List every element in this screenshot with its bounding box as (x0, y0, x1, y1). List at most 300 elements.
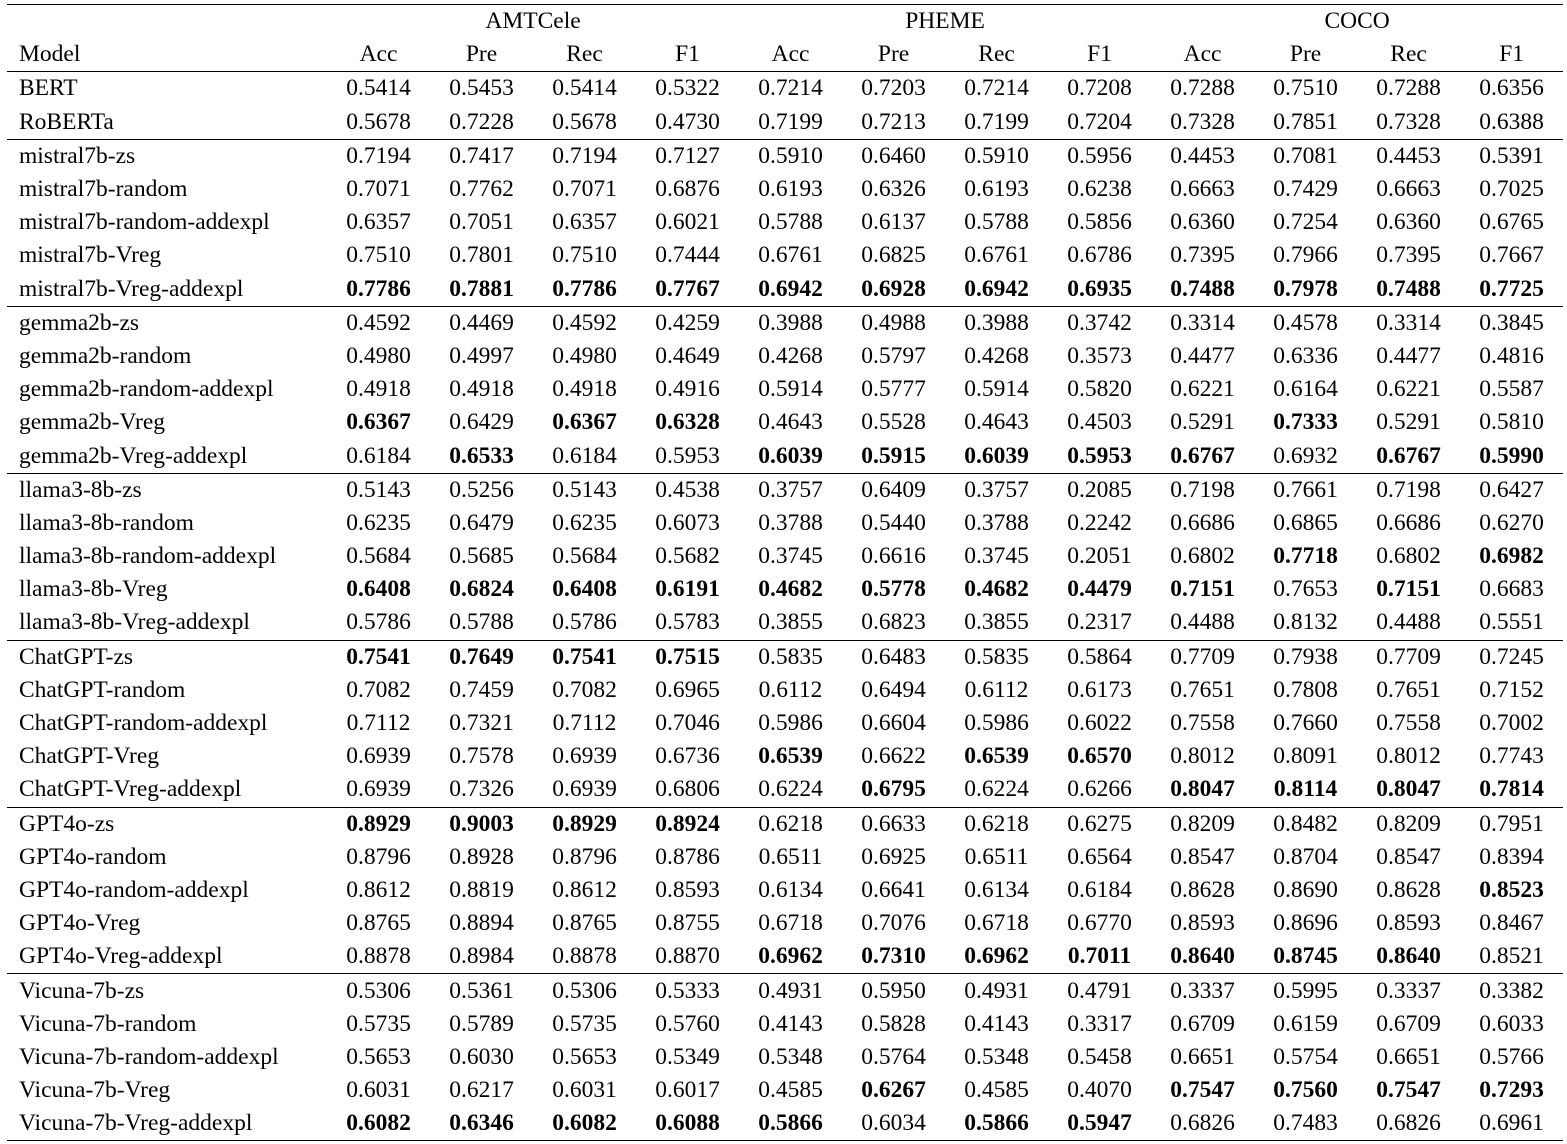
metric-header: F1 (636, 38, 739, 72)
metric-value-cell: 0.3855 (758, 609, 823, 636)
metric-value-cell: 0.6939 (552, 743, 617, 770)
results-table (7, 4, 1563, 1141)
metric-value-cell: 0.6942 (964, 275, 1029, 302)
metric-value-cell: 0.5458 (1067, 1043, 1132, 1070)
metric-value-cell: 0.5143 (533, 473, 636, 507)
metric-value-cell: 0.2085 (1048, 473, 1151, 507)
table-row (7, 340, 1563, 373)
metric-value-cell: 0.8593 (655, 876, 720, 903)
metric-value-cell: 0.8091 (1273, 743, 1338, 770)
dataset-header-amtcele: AMTCele (327, 5, 739, 39)
metric-value-cell: 0.6367 (552, 409, 617, 436)
metric-value-cell: 0.5678 (346, 108, 411, 135)
metric-value-cell: 0.3757 (739, 473, 842, 507)
metric-value-cell: 0.7326 (449, 776, 514, 803)
metric-value-cell: 0.5684 (552, 543, 617, 570)
table-row (7, 874, 1563, 907)
metric-value-cell: 0.7081 (1254, 139, 1357, 173)
metric-value-cell: 0.2317 (1067, 609, 1132, 636)
metric-value-cell: 0.8765 (552, 910, 617, 937)
model-name-cell: llama3-8b-random-addexpl (19, 543, 277, 570)
metric-value-cell: 0.8870 (655, 943, 720, 970)
metric-value-cell: 0.6795 (861, 776, 926, 803)
metric-value-cell: 0.5760 (655, 1010, 720, 1037)
metric-value-cell: 0.6088 (636, 1107, 739, 1141)
metric-value-cell: 0.8984 (449, 943, 514, 970)
metric-value-cell: 0.6622 (861, 743, 926, 770)
metric-value-cell: 0.7938 (1254, 640, 1357, 674)
table-row (7, 173, 1563, 206)
metric-value-cell: 0.6802 (1376, 543, 1441, 570)
metric-header: Pre (430, 38, 533, 72)
metric-value-cell: 0.6663 (1376, 176, 1441, 203)
metric-value-cell: 0.7767 (655, 275, 720, 302)
metric-value-cell: 0.7203 (842, 72, 945, 106)
metric-value-cell: 0.7558 (1170, 710, 1235, 737)
metric-value-cell: 0.4143 (964, 1010, 1029, 1037)
metric-value-cell: 0.7488 (1376, 275, 1441, 302)
metric-value-cell: 0.7801 (449, 242, 514, 269)
metric-value-cell: 0.6429 (449, 409, 514, 436)
metric-header: Acc (1151, 38, 1254, 72)
metric-value-cell: 0.4585 (964, 1077, 1029, 1104)
metric-value-cell: 0.6761 (964, 242, 1029, 269)
metric-value-cell: 0.4070 (1067, 1077, 1132, 1104)
metric-value-cell: 0.3745 (758, 543, 823, 570)
table-row (7, 72, 1563, 106)
metric-header: Rec (1357, 38, 1460, 72)
table-row (7, 807, 1563, 841)
metric-value-cell: 0.6826 (1357, 1107, 1460, 1141)
metric-value-cell: 0.7709 (1151, 640, 1254, 674)
metric-value-cell: 0.5953 (1067, 442, 1132, 469)
metric-value-cell: 0.7214 (739, 72, 842, 106)
model-name-cell: BERT (7, 72, 327, 106)
metric-header: Pre (1254, 38, 1357, 72)
model-name-cell: GPT4o-zs (7, 807, 327, 841)
metric-value-cell: 0.4477 (1376, 342, 1441, 369)
table-row (7, 373, 1563, 406)
metric-value-cell: 0.5551 (1479, 609, 1544, 636)
metric-value-cell: 0.6031 (346, 1077, 411, 1104)
metric-value-cell: 0.3317 (1067, 1010, 1132, 1037)
metric-value-cell: 0.5915 (861, 442, 926, 469)
table-row (7, 907, 1563, 940)
table-row (7, 940, 1563, 974)
metric-value-cell: 0.4791 (1048, 974, 1151, 1008)
metric-value-cell: 0.5810 (1479, 409, 1544, 436)
metric-value-cell: 0.6184 (552, 442, 617, 469)
metric-value-cell: 0.6409 (842, 473, 945, 507)
metric-value-cell: 0.8209 (1151, 807, 1254, 841)
metric-value-cell: 0.6767 (1170, 442, 1235, 469)
metric-value-cell: 0.7112 (346, 710, 411, 737)
metric-value-cell: 0.8704 (1273, 843, 1338, 870)
metric-value-cell: 0.7459 (449, 676, 514, 703)
metric-value-cell: 0.5786 (552, 609, 617, 636)
metric-value-cell: 0.7333 (1273, 409, 1338, 436)
metric-value-cell: 0.6570 (1067, 743, 1132, 770)
metric-header: Acc (327, 38, 430, 72)
metric-value-cell: 0.6709 (1170, 1010, 1235, 1037)
metric-value-cell: 0.5953 (655, 442, 720, 469)
metric-value-cell: 0.5777 (861, 376, 926, 403)
metric-value-cell: 0.8593 (1170, 910, 1235, 937)
metric-value-cell: 0.7743 (1479, 743, 1544, 770)
metric-value-cell: 0.7151 (1376, 576, 1441, 603)
metric-value-cell: 0.5947 (1048, 1107, 1151, 1141)
metric-value-cell: 0.6709 (1376, 1010, 1441, 1037)
metric-value-cell: 0.7076 (861, 910, 926, 937)
metric-value-cell: 0.2051 (1067, 543, 1132, 570)
metric-value-cell: 0.5653 (552, 1043, 617, 1070)
metric-value-cell: 0.3845 (1460, 306, 1563, 340)
table-body (7, 72, 1563, 1141)
metric-value-cell: 0.7667 (1479, 242, 1544, 269)
metric-value-cell: 0.7321 (449, 710, 514, 737)
metric-value-cell: 0.4268 (758, 342, 823, 369)
metric-value-cell: 0.6718 (758, 910, 823, 937)
metric-value-cell: 0.8878 (552, 943, 617, 970)
metric-value-cell: 0.6802 (1170, 543, 1235, 570)
metric-value-cell: 0.6564 (1067, 843, 1132, 870)
metric-value-cell: 0.7194 (327, 139, 430, 173)
metric-value-cell: 0.3337 (1357, 974, 1460, 1008)
metric-value-cell: 0.6217 (449, 1077, 514, 1104)
metric-value-cell: 0.4488 (1170, 609, 1235, 636)
metric-value-cell: 0.7718 (1273, 543, 1338, 570)
metric-value-cell: 0.6824 (449, 576, 514, 603)
metric-value-cell: 0.5306 (327, 974, 430, 1008)
metric-header: Pre (842, 38, 945, 72)
metric-value-cell: 0.5910 (739, 139, 842, 173)
metric-value-cell: 0.6935 (1067, 275, 1132, 302)
metric-value-cell: 0.3788 (758, 509, 823, 536)
metric-value-cell: 0.6806 (655, 776, 720, 803)
metric-value-cell: 0.8786 (655, 843, 720, 870)
table-row (7, 139, 1563, 173)
model-name-cell: Vicuna-7b-Vreg (19, 1077, 171, 1104)
metric-value-cell: 0.6346 (430, 1107, 533, 1141)
metric-value-cell: 0.8640 (1170, 943, 1235, 970)
metric-value-cell: 0.4643 (758, 409, 823, 436)
metric-value-cell: 0.6786 (1067, 242, 1132, 269)
metric-value-cell: 0.4268 (964, 342, 1029, 369)
metric-value-cell: 0.5856 (1067, 209, 1132, 236)
metric-value-cell: 0.7510 (552, 242, 617, 269)
metric-value-cell: 0.5986 (758, 710, 823, 737)
header-spacer (7, 5, 327, 39)
metric-value-cell: 0.8047 (1376, 776, 1441, 803)
metric-value-cell: 0.4453 (1357, 139, 1460, 173)
metric-value-cell: 0.6982 (1479, 543, 1544, 570)
metric-value-cell: 0.6021 (655, 209, 720, 236)
table-row (7, 106, 1563, 140)
table-row (7, 206, 1563, 239)
metric-value-cell: 0.6039 (964, 442, 1029, 469)
table-row (7, 239, 1563, 272)
model-name-cell: mistral7b-zs (7, 139, 327, 173)
metric-value-cell: 0.5735 (552, 1010, 617, 1037)
metric-value-cell: 0.6356 (1460, 72, 1563, 106)
metric-value-cell: 0.7245 (1460, 640, 1563, 674)
metric-value-cell: 0.6238 (1067, 176, 1132, 203)
metric-value-cell: 0.6511 (758, 843, 823, 870)
metric-value-cell: 0.6483 (842, 640, 945, 674)
metric-value-cell: 0.7808 (1273, 676, 1338, 703)
metric-value-cell: 0.7560 (1273, 1077, 1338, 1104)
metric-value-cell: 0.6651 (1376, 1043, 1441, 1070)
metric-value-cell: 0.6017 (655, 1077, 720, 1104)
metric-value-cell: 0.7204 (1067, 108, 1132, 135)
table-row (7, 974, 1563, 1008)
metric-value-cell: 0.7293 (1479, 1077, 1544, 1104)
metric-value-cell: 0.9003 (430, 807, 533, 841)
metric-value-cell: 0.5333 (636, 974, 739, 1008)
metric-value-cell: 0.8929 (327, 807, 430, 841)
metric-value-cell: 0.7254 (1273, 209, 1338, 236)
model-name-cell: mistral7b-Vreg (19, 242, 162, 269)
metric-value-cell: 0.7025 (1479, 176, 1544, 203)
metric-value-cell: 0.3314 (1151, 306, 1254, 340)
metric-value-cell: 0.5788 (758, 209, 823, 236)
metric-value-cell: 0.7966 (1273, 242, 1338, 269)
metric-value-cell: 0.7328 (1170, 108, 1235, 135)
metric-value-cell: 0.6942 (758, 275, 823, 302)
metric-value-cell: 0.5820 (1067, 376, 1132, 403)
metric-value-cell: 0.7071 (552, 176, 617, 203)
metric-value-cell: 0.7651 (1170, 676, 1235, 703)
metric-value-cell: 0.6357 (346, 209, 411, 236)
metric-value-cell: 0.6539 (758, 743, 823, 770)
metric-value-cell: 0.7483 (1254, 1107, 1357, 1141)
metric-value-cell: 0.5453 (430, 72, 533, 106)
metric-value-cell: 0.8523 (1479, 876, 1544, 903)
metric-value-cell: 0.5788 (449, 609, 514, 636)
metric-value-cell: 0.7851 (1273, 108, 1338, 135)
metric-value-cell: 0.8012 (1376, 743, 1441, 770)
metric-value-cell: 0.7951 (1460, 807, 1563, 841)
metric-value-cell: 0.6218 (739, 807, 842, 841)
metric-value-cell: 0.6408 (346, 576, 411, 603)
metric-value-cell: 0.6641 (861, 876, 926, 903)
metric-value-cell: 0.8878 (346, 943, 411, 970)
metric-value-cell: 0.6616 (861, 543, 926, 570)
metric-value-cell: 0.8924 (636, 807, 739, 841)
table-row (7, 306, 1563, 340)
metric-value-cell: 0.8394 (1479, 843, 1544, 870)
metric-value-cell: 0.3337 (1151, 974, 1254, 1008)
metric-value-cell: 0.5291 (1376, 409, 1441, 436)
table-row (7, 640, 1563, 674)
metric-value-cell: 0.6073 (655, 509, 720, 536)
metric-value-cell: 0.6533 (449, 442, 514, 469)
metric-value-cell: 0.5322 (636, 72, 739, 106)
metric-value-cell: 0.7649 (430, 640, 533, 674)
metric-value-cell: 0.6034 (842, 1107, 945, 1141)
model-name-cell: mistral7b-Vreg-addexpl (19, 275, 244, 302)
metric-value-cell: 0.6266 (1067, 776, 1132, 803)
metric-header: Rec (533, 38, 636, 72)
metric-value-cell: 0.8547 (1170, 843, 1235, 870)
metric-value-cell: 0.7213 (861, 108, 926, 135)
metric-value-cell: 0.7510 (346, 242, 411, 269)
metric-value-cell: 0.5990 (1479, 442, 1544, 469)
metric-value-cell: 0.6033 (1479, 1010, 1544, 1037)
metric-value-cell: 0.6082 (327, 1107, 430, 1141)
metric-value-cell: 0.7208 (1048, 72, 1151, 106)
metric-value-cell: 0.7709 (1357, 640, 1460, 674)
metric-value-cell: 0.6961 (1460, 1107, 1563, 1141)
metric-value-cell: 0.5866 (739, 1107, 842, 1141)
table-row (7, 540, 1563, 573)
metric-value-cell: 0.6159 (1273, 1010, 1338, 1037)
metric-value-cell: 0.6460 (842, 139, 945, 173)
metric-value-cell: 0.3745 (964, 543, 1029, 570)
metric-value-cell: 0.4578 (1254, 306, 1357, 340)
metric-header: F1 (1460, 38, 1563, 72)
metric-value-cell: 0.6022 (1067, 710, 1132, 737)
metric-value-cell: 0.6686 (1170, 509, 1235, 536)
metric-value-cell: 0.4918 (552, 376, 617, 403)
model-name-cell: GPT4o-random-addexpl (19, 876, 249, 903)
table-row (7, 606, 1563, 640)
table-row (7, 1041, 1563, 1074)
metric-value-cell: 0.6134 (964, 876, 1029, 903)
model-name-cell: gemma2b-random (19, 342, 192, 369)
metric-value-cell: 0.7288 (1151, 72, 1254, 106)
metric-value-cell: 0.6939 (552, 776, 617, 803)
model-name-cell: mistral7b-random-addexpl (19, 209, 270, 236)
model-name-cell: gemma2b-Vreg-addexpl (19, 442, 248, 469)
metric-value-cell: 0.4503 (1067, 409, 1132, 436)
metric-value-cell: 0.6270 (1479, 509, 1544, 536)
model-name-cell: ChatGPT-random (19, 676, 186, 703)
metric-value-cell: 0.7429 (1273, 176, 1338, 203)
metric-value-cell: 0.6962 (964, 943, 1029, 970)
dataset-header-pheme: PHEME (739, 5, 1151, 39)
metric-value-cell: 0.7814 (1479, 776, 1544, 803)
metric-value-cell: 0.7002 (1479, 710, 1544, 737)
metric-value-cell: 0.5348 (758, 1043, 823, 1070)
metric-value-cell: 0.8547 (1376, 843, 1441, 870)
metric-value-cell: 0.7417 (430, 139, 533, 173)
metric-value-cell: 0.6134 (758, 876, 823, 903)
metric-value-cell: 0.7395 (1376, 242, 1441, 269)
model-name-cell: Vicuna-7b-random (19, 1010, 197, 1037)
metric-value-cell: 0.8628 (1170, 876, 1235, 903)
metric-value-cell: 0.6039 (758, 442, 823, 469)
model-name-cell: RoBERTa (19, 108, 114, 135)
metric-value-cell: 0.4931 (945, 974, 1048, 1008)
metric-value-cell: 0.4259 (636, 306, 739, 340)
metric-value-cell: 0.3988 (945, 306, 1048, 340)
metric-value-cell: 0.7762 (449, 176, 514, 203)
metric-value-cell: 0.7488 (1170, 275, 1235, 302)
metric-value-cell: 0.6388 (1479, 108, 1544, 135)
metric-value-cell: 0.5414 (533, 72, 636, 106)
metric-value-cell: 0.6326 (861, 176, 926, 203)
metric-value-cell: 0.5735 (346, 1010, 411, 1037)
metric-value-cell: 0.7786 (552, 275, 617, 302)
metric-value-cell: 0.7198 (1151, 473, 1254, 507)
metric-value-cell: 0.4988 (842, 306, 945, 340)
metric-value-cell: 0.7051 (449, 209, 514, 236)
metric-value-cell: 0.5349 (655, 1043, 720, 1070)
metric-value-cell: 0.6184 (346, 442, 411, 469)
metric-value-cell: 0.6218 (945, 807, 1048, 841)
metric-value-cell: 0.7152 (1479, 676, 1544, 703)
metric-value-cell: 0.8929 (533, 807, 636, 841)
metric-value-cell: 0.4453 (1151, 139, 1254, 173)
metric-value-cell: 0.3742 (1048, 306, 1151, 340)
metric-value-cell: 0.5143 (327, 473, 430, 507)
metric-value-cell: 0.6275 (1048, 807, 1151, 841)
metric-value-cell: 0.7112 (552, 710, 617, 737)
metric-value-cell: 0.5414 (327, 72, 430, 106)
metric-value-cell: 0.8132 (1273, 609, 1338, 636)
metric-value-cell: 0.7510 (1254, 72, 1357, 106)
table-row (7, 773, 1563, 807)
metric-value-cell: 0.5914 (964, 376, 1029, 403)
metric-value-cell: 0.8012 (1170, 743, 1235, 770)
metric-value-cell: 0.6427 (1460, 473, 1563, 507)
metric-header: Acc (739, 38, 842, 72)
metric-value-cell: 0.4816 (1479, 342, 1544, 369)
metric-value-cell: 0.4980 (552, 342, 617, 369)
metric-value-cell: 0.6962 (758, 943, 823, 970)
metric-value-cell: 0.4538 (636, 473, 739, 507)
table-row (7, 439, 1563, 473)
metric-value-cell: 0.7651 (1376, 676, 1441, 703)
model-name-cell: GPT4o-Vreg (19, 910, 141, 937)
table-row (7, 674, 1563, 707)
metric-value-cell: 0.7444 (655, 242, 720, 269)
metric-value-cell: 0.5828 (861, 1010, 926, 1037)
metric-value-cell: 0.6651 (1170, 1043, 1235, 1070)
metric-value-cell: 0.4592 (327, 306, 430, 340)
metric-value-cell: 0.6826 (1151, 1107, 1254, 1141)
metric-value-cell: 0.5789 (449, 1010, 514, 1037)
metric-value-cell: 0.5685 (449, 543, 514, 570)
metric-value-cell: 0.6137 (861, 209, 926, 236)
metric-value-cell: 0.4469 (430, 306, 533, 340)
metric-value-cell: 0.8482 (1254, 807, 1357, 841)
metric-value-cell: 0.5910 (945, 139, 1048, 173)
model-name-cell: gemma2b-random-addexpl (19, 376, 274, 403)
metric-value-cell: 0.6082 (533, 1107, 636, 1141)
table-row (7, 707, 1563, 740)
metric-value-cell: 0.6479 (449, 509, 514, 536)
metric-value-cell: 0.4143 (758, 1010, 823, 1037)
metric-value-cell: 0.5778 (861, 576, 926, 603)
metric-value-cell: 0.3988 (739, 306, 842, 340)
metric-value-cell: 0.7558 (1376, 710, 1441, 737)
metric-value-cell: 0.5956 (1048, 139, 1151, 173)
metric-value-cell: 0.4980 (346, 342, 411, 369)
metric-value-cell: 0.6825 (861, 242, 926, 269)
metric-value-cell: 0.7725 (1479, 275, 1544, 302)
metric-value-cell: 0.5348 (964, 1043, 1029, 1070)
metric-value-cell: 0.4585 (758, 1077, 823, 1104)
metric-value-cell: 0.6031 (552, 1077, 617, 1104)
metric-value-cell: 0.7786 (346, 275, 411, 302)
metric-value-cell: 0.8696 (1273, 910, 1338, 937)
model-name-cell: llama3-8b-zs (7, 473, 327, 507)
metric-value-cell: 0.4649 (655, 342, 720, 369)
metric-value-cell: 0.5361 (430, 974, 533, 1008)
metric-value-cell: 0.7653 (1273, 576, 1338, 603)
